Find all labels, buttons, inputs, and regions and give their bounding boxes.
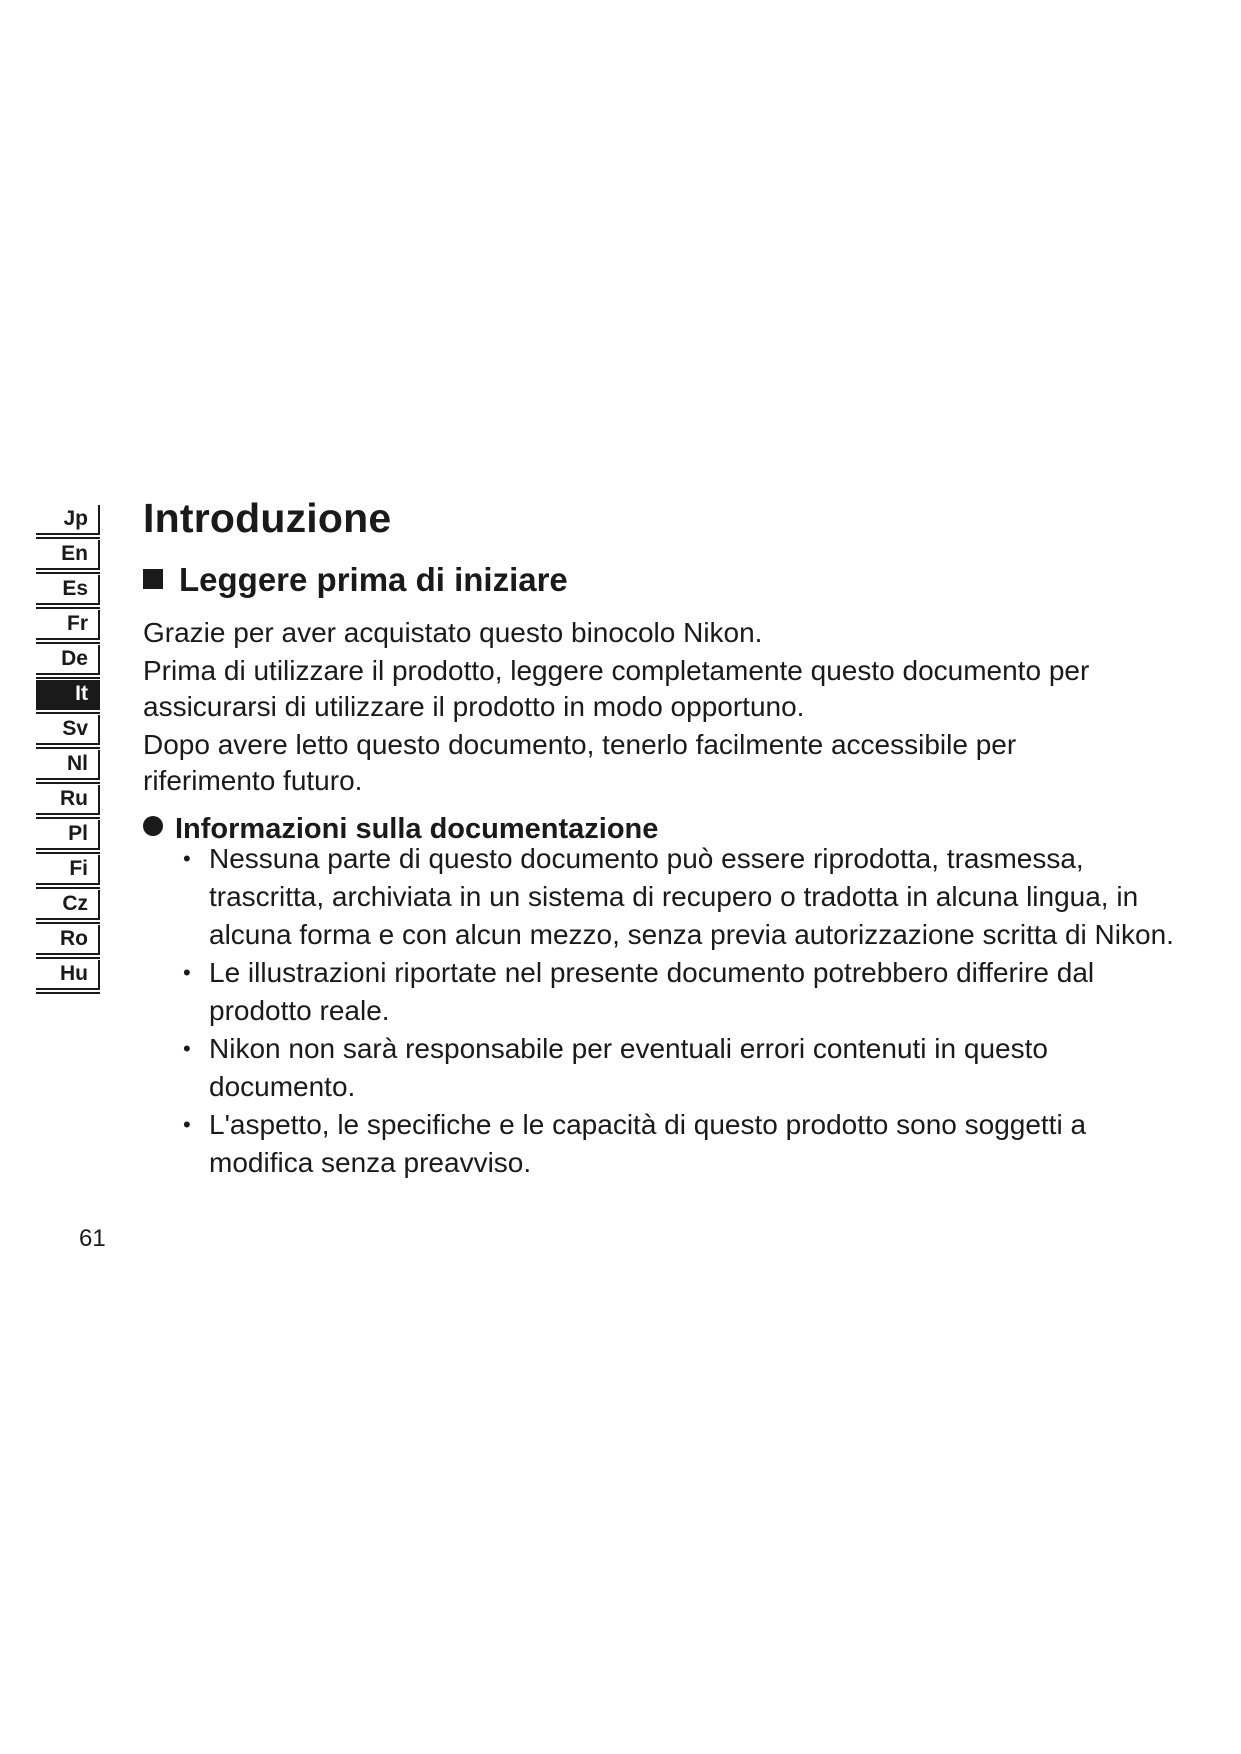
lang-tab-pl[interactable]: Pl — [36, 820, 100, 850]
list-item-text: Le illustrazioni riportate nel presente documento potrebbero differire dal prodotto reale. — [209, 957, 1095, 1026]
lang-tab-ro[interactable]: Ro — [36, 925, 100, 955]
bullet-dot-icon: • — [183, 1112, 191, 1137]
page-number: 61 — [79, 1225, 106, 1252]
lang-tab-de[interactable]: De — [36, 645, 100, 675]
intro-text — [143, 615, 1143, 801]
section-heading — [143, 560, 568, 600]
page-content — [143, 488, 1174, 1178]
list-item — [183, 840, 1193, 954]
bullet-dot-icon: • — [183, 1036, 191, 1061]
lang-tab-nl[interactable]: Nl — [36, 750, 100, 780]
subsection-title: Informazioni sulla documentazione — [175, 813, 659, 845]
lang-tab-jp[interactable]: Jp — [36, 505, 100, 535]
lang-tab-fr[interactable]: Fr — [36, 610, 100, 640]
lang-tab-ru[interactable]: Ru — [36, 785, 100, 815]
lang-tab-es[interactable]: Es — [36, 575, 100, 605]
square-bullet-icon — [143, 569, 163, 589]
lang-tab-sv[interactable]: Sv — [36, 715, 100, 745]
list-item — [183, 1106, 1193, 1182]
intro-paragraph: Grazie per aver acquistato questo binocolo Nikon. — [143, 617, 763, 648]
lang-tab-cz[interactable]: Cz — [36, 890, 100, 920]
lang-tab-hu[interactable]: Hu — [36, 960, 100, 990]
bullet-dot-icon: • — [183, 846, 191, 871]
intro-paragraph: Prima di utilizzare il prodotto, leggere completamente questo documento per assicurarsi di utilizzare il prodotto in modo opportuno. — [143, 655, 1090, 722]
section-title: Leggere prima di iniziare — [179, 561, 568, 598]
list-item — [183, 1030, 1193, 1106]
bullet-dot-icon: • — [183, 960, 191, 985]
lang-tab-en[interactable]: En — [36, 540, 100, 570]
lang-tab-it[interactable]: It — [36, 680, 100, 710]
page-title: Introduzione — [143, 495, 392, 541]
intro-paragraph: Dopo avere letto questo documento, tenerlo facilmente accessibile per riferimento futuro. — [143, 729, 1017, 796]
list-item-text: Nikon non sarà responsabile per eventuali errori contenuti in questo documento. — [209, 1033, 1048, 1102]
list-item — [183, 954, 1193, 1030]
bullet-list — [183, 840, 1193, 1182]
circle-bullet-icon — [143, 816, 163, 836]
list-item-text: L'aspetto, le specifiche e le capacità di questo prodotto sono soggetti a modifica senza preavviso. — [209, 1109, 1087, 1178]
list-item-text: Nessuna parte di questo documento può essere riprodotta, trasmessa, trascritta, archiviata in un sistema di recupero o tradotta in alcuna lingua, in alcuna forma e con alcun mezzo, senza previa autorizzazione scritta di Nikon. — [209, 843, 1174, 950]
lang-tab-fi[interactable]: Fi — [36, 855, 100, 885]
